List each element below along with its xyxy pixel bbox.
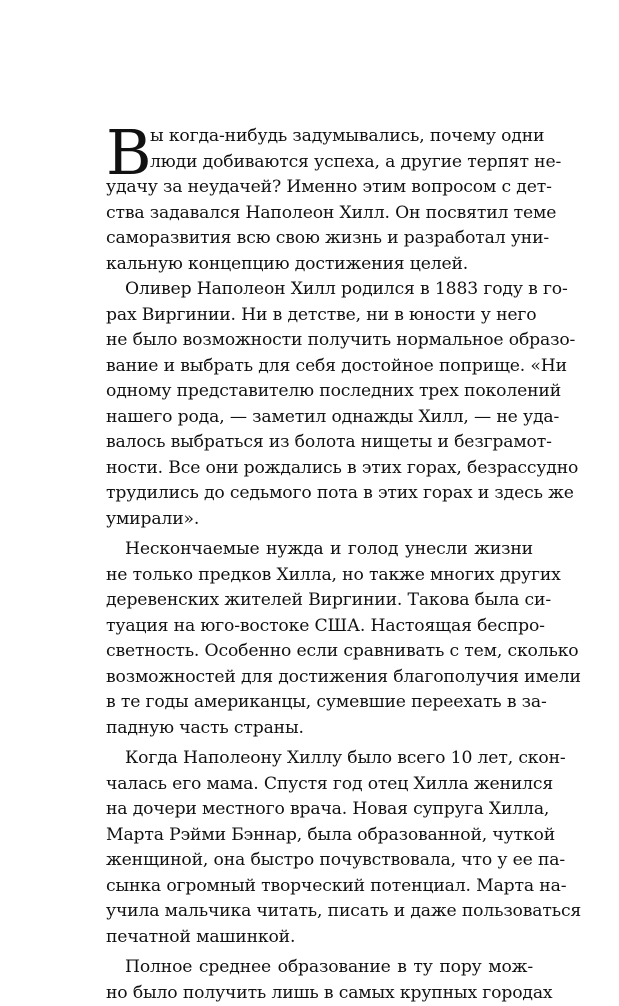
text-line: кальную концепцию достижения целей. — [106, 252, 533, 278]
text-line: валось выбраться из болота нищеты и безграмот- — [106, 430, 533, 456]
paragraph-2 — [106, 277, 533, 532]
text-line: туация на юго-востоке США. Настоящая беспро- — [106, 614, 533, 640]
text-line: ности. Все они рождались в этих горах, безрассудно — [106, 456, 533, 482]
text-line: чалась его мама. Спустя год отец Хилла женился — [106, 772, 533, 798]
text-line: ы когда-нибудь задумывались, почему одни — [106, 124, 533, 150]
text-line: одному представителю последних трех поколений — [106, 379, 533, 405]
text-line: светность. Особенно если сравнивать с тем, сколько — [106, 639, 533, 665]
text-line: не было возможности получить нормальное образо- — [106, 328, 533, 354]
text-line: Нескончаемые нужда и голод унесли жизни — [106, 537, 533, 563]
text-line: вание и выбрать для себя достойное поприще. «Ни — [106, 354, 533, 380]
paragraph-1 — [106, 124, 533, 277]
text-line: трудились до седьмого пота в этих горах и здесь же — [106, 481, 533, 507]
text-line: нашего рода, — заметил однажды Хилл, — не уда- — [106, 405, 533, 431]
text-line: не только предков Хилла, но также многих других — [106, 563, 533, 589]
text-line: Полное среднее образование в ту пору мож- — [106, 955, 533, 981]
paragraph-5 — [106, 955, 533, 1006]
text-line: учила мальчика читать, писать и даже пользоваться — [106, 899, 533, 925]
text-line: деревенских жителей Виргинии. Такова была си- — [106, 588, 533, 614]
paragraph-4 — [106, 746, 533, 950]
text-line: на дочери местного врача. Новая супруга Хилла, — [106, 797, 533, 823]
text-line: печатной машинкой. — [106, 925, 533, 951]
text-line: женщиной, она быстро почувствовала, что у ее па- — [106, 848, 533, 874]
text-line: саморазвития всю свою жизнь и разработал уни- — [106, 226, 533, 252]
text-line: в те годы американцы, сумевшие переехать в за- — [106, 690, 533, 716]
text-line: удачу за неудачей? Именно этим вопросом с дет- — [106, 175, 533, 201]
text-line: умирали». — [106, 507, 533, 533]
text-line: рах Виргинии. Ни в детстве, ни в юности у него — [106, 303, 533, 329]
text-line: Оливер Наполеон Хилл родился в 1883 году в го- — [106, 277, 533, 303]
drop-cap-letter: В — [106, 128, 152, 178]
book-page — [106, 124, 533, 1006]
text-line: Марта Рэйми Бэннар, была образованной, чуткой — [106, 823, 533, 849]
text-line: падную часть страны. — [106, 716, 533, 742]
text-line: но было получить лишь в самых крупных городах — [106, 981, 533, 1006]
text-line: сынка огромный творческий потенциал. Марта на- — [106, 874, 533, 900]
text-line: ства задавался Наполеон Хилл. Он посвятил теме — [106, 201, 533, 227]
text-line: возможностей для достижения благополучия имели — [106, 665, 533, 691]
paragraph-3 — [106, 537, 533, 741]
text-line: люди добиваются успеха, а другие терпят не- — [106, 150, 533, 176]
text-line: Когда Наполеону Хиллу было всего 10 лет, скон- — [106, 746, 533, 772]
